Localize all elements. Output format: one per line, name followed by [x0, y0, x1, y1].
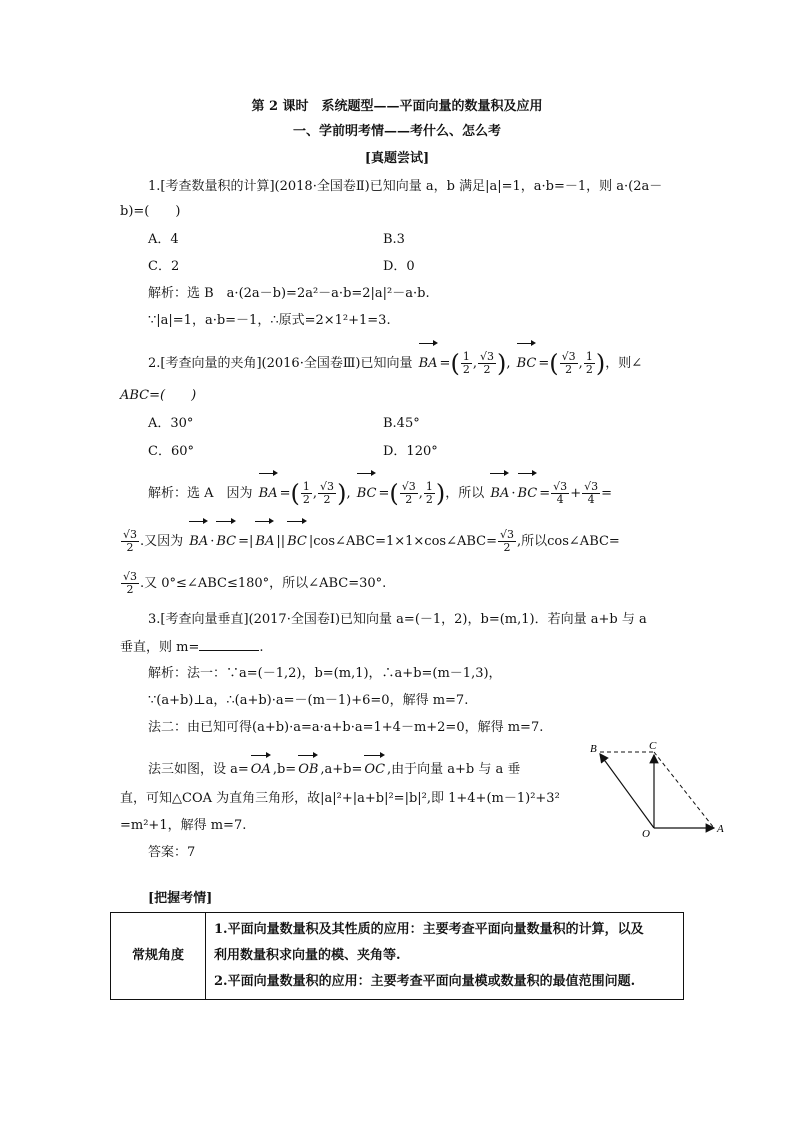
vector-ba: BA — [419, 340, 438, 383]
grasp-heading: [把握考情] — [148, 891, 213, 906]
q2-solution-line2: $\frac{√3}{2}$ .又因为 BA · BC =| BA || BC |cos∠ABC=1×1×cos∠ABC= $\frac{√3}{2}$ ,所以cos∠ABC= — [120, 518, 620, 561]
q1-option-d: D．0 — [383, 259, 415, 274]
q3-answer: 答案：7 — [148, 845, 196, 860]
section-heading: 一、学前明考情——考什么、怎么考 — [292, 124, 501, 139]
label-b: B — [590, 743, 597, 755]
q3-method1-line2: ∵(a+b)⊥a，∴(a+b)·a=－(m－1)+6=0，解得 m=7. — [148, 693, 469, 708]
vector-bc: BC — [517, 340, 537, 383]
q2-solution-line3: $\frac{√3}{2}$ .又 0°≤∠ABC≤180°，所以∠ABC=30°. — [123, 570, 387, 596]
q3-method2: 法二：由已知可得(a+b)·a=a·a+b·a=1+4－m+2=0，解得 m=7. — [148, 720, 544, 735]
q2-stem-line2: ABC=( ) — [120, 388, 197, 403]
vector-diagram — [586, 738, 736, 840]
q1-option-b: B.3 — [383, 232, 405, 247]
q3-method3-line3: =m²+1，解得 m=7. — [120, 818, 247, 833]
q1-option-a: A．4 — [148, 232, 179, 247]
q3-method3-line1: 法三如图，设 a= OA ,b= OB ,a+b= OC ,由于向量 a+b 与 a 垂 — [148, 752, 520, 783]
q2-stem-line1: 2.[考查向量的夹角](2016·全国卷Ⅲ)已知向量 BA =( $\frac{1}{2}$ , $\frac{√3}{2}$ ), BC =( $\frac{√3}{2}$ , $\frac{1}{2}$ )，则∠ — [148, 340, 642, 383]
q1-option-c: C．2 — [148, 259, 180, 274]
q1-stem-line1: 1.[考查数量积的计算](2018·全国卷Ⅱ)已知向量 a，b 满足|a|=1，a·b=－1，则 a·(2a－ — [148, 179, 663, 194]
focus-item-1a: 1.平面向量数量积及其性质的应用：主要考查平面向量数量积的计算，以及 — [214, 922, 644, 937]
dashed-ca — [654, 752, 714, 828]
vector-ob-line — [600, 754, 654, 828]
label-a: A — [717, 823, 724, 835]
focus-item-2: 2.平面向量数量积的应用：主要考查平面向量模或数量积的最值范围问题. — [214, 974, 636, 989]
q1-stem-line2: b)=( ) — [120, 204, 181, 219]
q2-option-c: C．60° — [148, 444, 194, 459]
q3-stem-line2: 垂直，则 m= . — [120, 640, 264, 655]
row-header: 常规角度 — [111, 913, 206, 1000]
q1-solution-line1: 解析：选 B a·(2a－b)=2a²－a·b=2|a|²－a·b. — [148, 286, 430, 301]
q2-option-b: B.45° — [383, 416, 420, 431]
q1-solution-line2: ∵|a|=1，a·b=－1，∴原式=2×1²+1=3. — [148, 313, 391, 328]
q2-option-a: A．30° — [148, 416, 194, 431]
answer-blank — [199, 638, 259, 651]
label-o: O — [642, 828, 650, 840]
focus-item-1b: 利用数量积求向量的模、夹角等. — [214, 948, 401, 963]
q3-stem-line1: 3.[考查向量垂直](2017·全国卷Ⅰ)已知向量 a=(－1，2)，b=(m,1)．若向量 a+b 与 a — [148, 612, 647, 627]
exam-focus-table — [110, 912, 684, 1000]
q3-method1-line1: 解析：法一：∵a=(－1,2)，b=(m,1)，∴a+b=(m－1,3)， — [148, 666, 502, 681]
subsection-heading: [真题尝试] — [364, 151, 430, 166]
page-title: 第 2 课时 系统题型——平面向量的数量积及应用 — [251, 99, 543, 114]
q3-method3-line2: 直，可知△COA 为直角三角形，故|a|²+|a+b|²=|b|²,即 1+4+(m－1)²+3² — [120, 791, 560, 806]
label-c: C — [649, 740, 657, 752]
q2-solution-line1: 解析：选 A 因为 BA =( $\frac{1}{2}$ , $\frac{√3}{2}$ ), BC =( $\frac{√3}{2}$ , $\frac{1}{2}$ )，所以 BA · BC = $\frac{√3}{4}$ + $\frac{√3}{4}$ = — [148, 470, 612, 513]
focus-content — [206, 913, 684, 1000]
q2-option-d: D．120° — [383, 444, 438, 459]
